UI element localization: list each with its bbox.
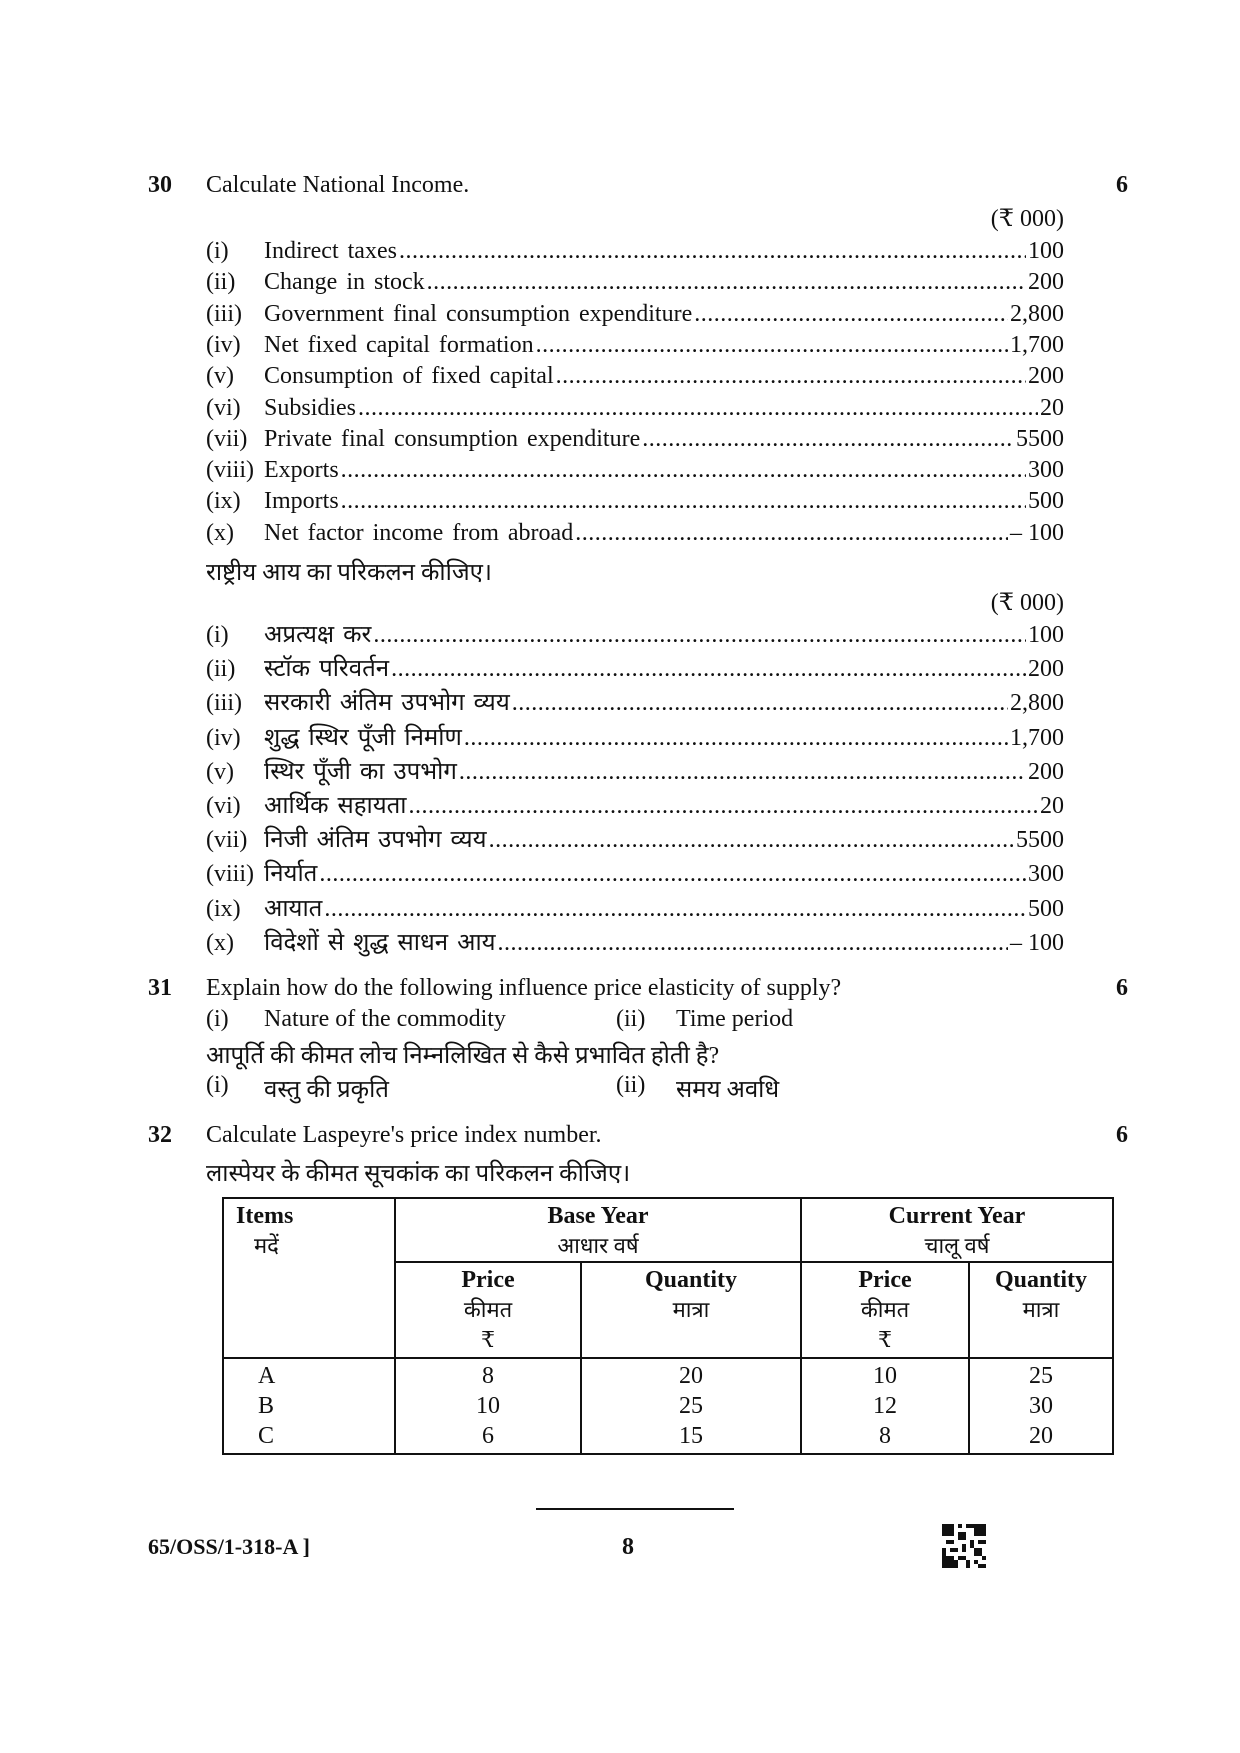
q31-title-en: Explain how do the following influence price elasticity of supply? — [206, 975, 842, 1001]
list-item — [206, 393, 1064, 423]
item-value: 2,800 — [1010, 300, 1064, 327]
item-value: 100 — [1028, 238, 1064, 264]
list-item — [206, 757, 1064, 787]
base-price-header: Price कीमत ₹ — [395, 1262, 581, 1358]
item-number: (i) — [206, 238, 229, 264]
item-label: स्टॉक परिवर्तन — [264, 656, 390, 683]
q31-opt2-hi-number: (ii) — [616, 1072, 646, 1098]
item-number: (ii) — [206, 269, 236, 296]
item-label: शुद्ध स्थिर पूँजी निर्माण — [264, 724, 462, 751]
item-number: (iii) — [206, 300, 242, 327]
item-label: स्थिर पूँजी का उपभोग — [264, 758, 457, 785]
base-qty-header: Quantity मात्रा — [581, 1262, 801, 1358]
item-label: सरकारी अंतिम उपभोग व्यय — [264, 690, 510, 717]
dot-leader — [373, 620, 1026, 650]
current-year-header: Current Year चालू वर्ष — [801, 1198, 1113, 1262]
page-number: 8 — [622, 1534, 634, 1560]
base-qty-column: 20 25 15 — [581, 1358, 801, 1454]
dot-leader — [575, 518, 1008, 548]
item-number: (iv) — [206, 331, 241, 358]
dot-leader — [358, 393, 1038, 423]
dot-leader — [341, 455, 1026, 485]
paper-code: 65/OSS/1-318-A ] — [148, 1534, 310, 1559]
list-item — [206, 894, 1064, 924]
item-number: (v) — [206, 758, 234, 785]
base-price-column: 8 10 6 — [395, 1358, 581, 1454]
item-value: 500 — [1028, 488, 1064, 515]
item-label: आर्थिक सहायता — [264, 793, 407, 819]
item-number: (ix) — [206, 488, 241, 515]
dot-leader — [464, 723, 1008, 753]
item-value: 20 — [1040, 394, 1064, 421]
item-label: Government final consumption expenditure — [264, 300, 693, 327]
list-item — [206, 267, 1064, 297]
dot-leader — [498, 928, 1008, 958]
list-item — [206, 424, 1064, 454]
item-value: 200 — [1028, 656, 1064, 683]
list-item — [206, 825, 1064, 855]
q31-opt2-en: Time period — [676, 1006, 794, 1032]
item-value: 1,700 — [1010, 331, 1064, 358]
item-value: – 100 — [1010, 929, 1064, 956]
dot-leader — [642, 424, 1014, 454]
q30-number: 30 — [148, 172, 172, 198]
list-item — [206, 928, 1064, 958]
dot-leader — [427, 267, 1026, 297]
qr-code-icon — [942, 1524, 986, 1568]
item-value: 500 — [1028, 895, 1064, 922]
list-item — [206, 236, 1064, 266]
item-value: 300 — [1028, 457, 1064, 484]
item-label: Net factor income from abroad — [264, 519, 574, 546]
q32-marks: 6 — [1116, 1122, 1128, 1148]
dot-leader — [512, 688, 1008, 718]
table-data-row — [223, 1358, 1113, 1454]
q31-opt2-hi: समय अवधि — [676, 1077, 780, 1103]
item-value: 5500 — [1016, 827, 1064, 854]
list-item — [206, 361, 1064, 391]
q32-title-en: Calculate Laspeyre's price index number. — [206, 1122, 602, 1148]
dot-leader — [319, 859, 1026, 889]
item-value: 20 — [1040, 793, 1064, 819]
item-label: निर्यात — [264, 861, 318, 888]
item-value: 200 — [1028, 758, 1064, 785]
table-header-row — [223, 1198, 1113, 1262]
q31-opt2-number: (ii) — [616, 1006, 646, 1032]
item-number: (i) — [206, 622, 229, 648]
item-label: Imports — [264, 488, 339, 515]
item-number: (v) — [206, 363, 234, 390]
item-label: आयात — [264, 895, 323, 922]
dot-leader — [489, 825, 1014, 855]
items-header: Items मदें — [223, 1198, 395, 1358]
dot-leader — [694, 299, 1008, 329]
cur-qty-header: Quantity मात्रा — [969, 1262, 1113, 1358]
item-label: निजी अंतिम उपभोग व्यय — [264, 827, 487, 854]
q31-marks: 6 — [1116, 975, 1128, 1001]
cur-price-column: 10 12 8 — [801, 1358, 969, 1454]
dot-leader — [399, 236, 1026, 266]
list-item — [206, 859, 1064, 889]
dot-leader — [324, 894, 1026, 924]
item-number: (iv) — [206, 724, 241, 751]
item-label: Change in stock — [264, 269, 425, 296]
item-label: Net fixed capital formation — [264, 331, 534, 358]
list-item — [206, 688, 1064, 718]
item-number: (ii) — [206, 656, 236, 683]
item-number: (viii) — [206, 861, 254, 888]
item-number: (vi) — [206, 793, 241, 819]
list-item — [206, 654, 1064, 684]
cur-qty-column: 25 30 20 — [969, 1358, 1113, 1454]
q32-number: 32 — [148, 1122, 172, 1148]
dot-leader — [341, 486, 1026, 516]
list-item — [206, 486, 1064, 516]
q31-opt1-number: (i) — [206, 1006, 229, 1032]
item-number: (viii) — [206, 457, 254, 484]
q31-opt1-hi: वस्तु की प्रकृति — [264, 1077, 389, 1103]
item-label: Subsidies — [264, 394, 357, 421]
items-column: A B C — [223, 1358, 395, 1454]
item-number: (vi) — [206, 394, 241, 421]
item-label: Indirect taxes — [264, 238, 397, 264]
q31-opt1-en: Nature of the commodity — [264, 1006, 506, 1032]
item-value: 1,700 — [1010, 724, 1064, 751]
list-item — [206, 620, 1064, 650]
q30-marks: 6 — [1116, 172, 1128, 198]
item-label: अप्रत्यक्ष कर — [264, 622, 372, 648]
q30-title-en: Calculate National Income. — [206, 172, 470, 198]
item-value: 5500 — [1016, 425, 1064, 452]
item-label: विदेशों से शुद्ध साधन आय — [264, 929, 496, 956]
item-number: (x) — [206, 929, 234, 956]
item-number: (iii) — [206, 690, 242, 717]
q30-unit-hi: (₹ 000) — [990, 590, 1064, 616]
q31-number: 31 — [148, 975, 172, 1001]
item-number: (vii) — [206, 425, 248, 452]
q31-opt1-hi-number: (i) — [206, 1072, 229, 1098]
list-item — [206, 723, 1064, 753]
q30-title-hi: राष्ट्रीय आय का परिकलन कीजिए। — [206, 560, 493, 586]
base-year-header: Base Year आधार वर्ष — [395, 1198, 801, 1262]
item-number: (ix) — [206, 895, 241, 922]
list-item — [206, 455, 1064, 485]
list-item — [206, 518, 1064, 548]
q30-unit-en: (₹ 000) — [990, 206, 1064, 232]
footer-divider — [536, 1508, 734, 1510]
q31-title-hi: आपूर्ति की कीमत लोच निम्नलिखित से कैसे प्रभावित होती है? — [206, 1043, 720, 1069]
list-item — [206, 330, 1064, 360]
item-number: (x) — [206, 519, 234, 546]
dot-leader — [459, 757, 1026, 787]
item-label: Exports — [264, 457, 339, 484]
item-label: Private final consumption expenditure — [264, 425, 641, 452]
dot-leader — [556, 361, 1026, 391]
item-value: 2,800 — [1010, 690, 1064, 717]
item-value: 200 — [1028, 269, 1064, 296]
laspeyre-table — [222, 1197, 1114, 1455]
list-item — [206, 299, 1064, 329]
item-value: 200 — [1028, 363, 1064, 390]
dot-leader — [391, 654, 1026, 684]
item-value: 100 — [1028, 622, 1064, 648]
q32-title-hi: लास्पेयर के कीमत सूचकांक का परिकलन कीजिए। — [206, 1161, 631, 1187]
item-value: – 100 — [1010, 519, 1064, 546]
cur-price-header: Price कीमत ₹ — [801, 1262, 969, 1358]
item-value: 300 — [1028, 861, 1064, 888]
item-number: (vii) — [206, 827, 248, 854]
list-item — [206, 791, 1064, 821]
item-label: Consumption of fixed capital — [264, 363, 554, 390]
dot-leader — [536, 330, 1008, 360]
dot-leader — [409, 791, 1038, 821]
